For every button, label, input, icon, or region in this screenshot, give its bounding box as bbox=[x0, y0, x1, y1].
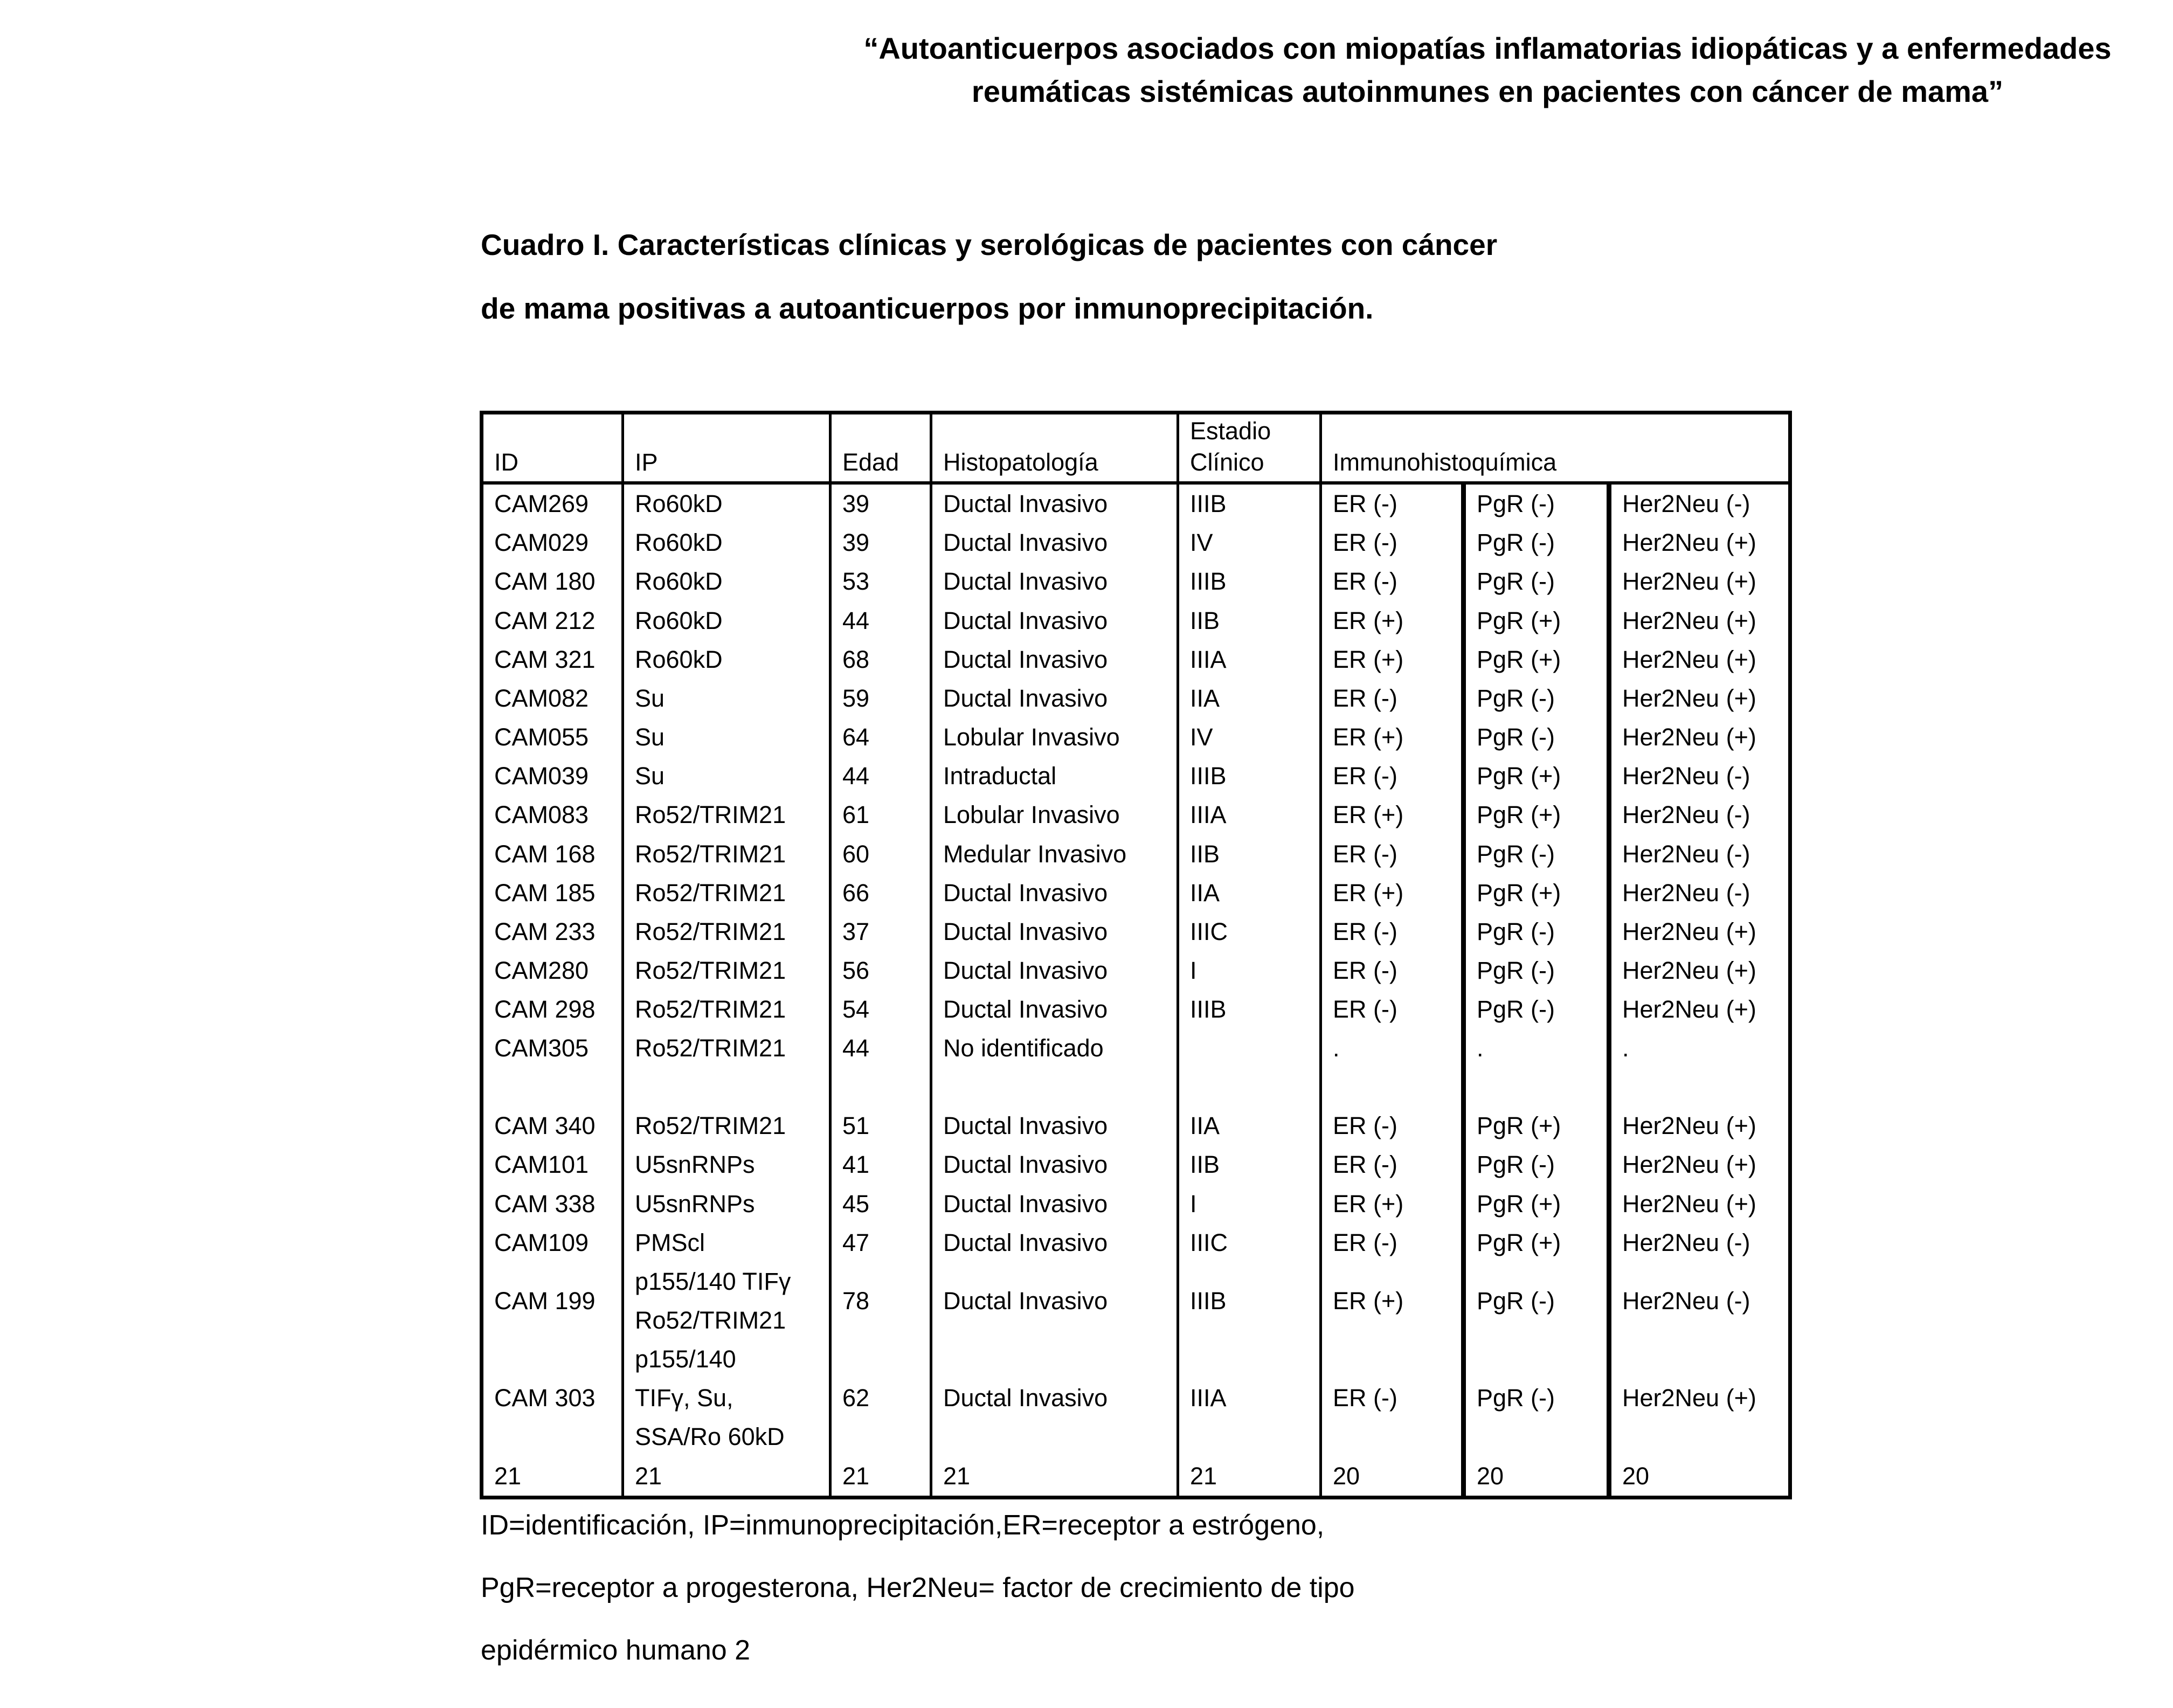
cell-edad: 39 bbox=[831, 483, 931, 523]
cell-ip-line: SSA/Ro 60kD bbox=[635, 1423, 785, 1451]
cell-her2neu: Her2Neu (+) bbox=[1609, 951, 1790, 990]
cell-id: CAM269 bbox=[494, 490, 589, 518]
cell-er: ER (-) bbox=[1321, 1145, 1464, 1184]
cell-er: ER (+) bbox=[1321, 601, 1464, 640]
cell-histopatologia: No identificado bbox=[931, 1029, 1178, 1107]
cell-ip: Su bbox=[623, 757, 831, 796]
cell-pgr: . bbox=[1464, 1029, 1609, 1107]
cell-ip: Ro60kD bbox=[623, 562, 831, 601]
cell-her2neu: Her2Neu (+) bbox=[1609, 718, 1790, 757]
cell-estadio: I bbox=[1178, 1185, 1321, 1223]
cell-her2neu: Her2Neu (+) bbox=[1609, 1185, 1790, 1223]
cell-estadio: IV bbox=[1178, 718, 1321, 757]
cell-ip: Ro60kD bbox=[623, 640, 831, 679]
table-header-row bbox=[482, 413, 1790, 483]
cell-estadio: IIIC bbox=[1178, 1223, 1321, 1262]
cell-pgr: PgR (+) bbox=[1464, 796, 1609, 834]
cell-er: ER (-) bbox=[1321, 562, 1464, 601]
cell-id: CAM039 bbox=[494, 762, 589, 790]
cell-estadio: IIIA bbox=[1178, 640, 1321, 679]
cell-edad: 39 bbox=[831, 523, 931, 562]
cell-ip: Ro52/TRIM21 bbox=[623, 874, 831, 912]
cell-pgr: PgR (-) bbox=[1464, 951, 1609, 990]
col-header-edad: Edad bbox=[831, 413, 931, 483]
cell-pgr: PgR (+) bbox=[1464, 1185, 1609, 1223]
cell-estadio: IIIB bbox=[1178, 483, 1321, 523]
table-row bbox=[482, 874, 1790, 912]
cell-id: CAM 321 bbox=[494, 645, 596, 673]
table-row bbox=[482, 1262, 1790, 1340]
cell-edad: 66 bbox=[831, 874, 931, 912]
cell-er: ER (-) bbox=[1321, 483, 1464, 523]
cell-histopatologia: Ductal Invasivo bbox=[931, 679, 1178, 718]
document-header bbox=[841, 27, 2134, 113]
cell-her2neu: Her2Neu (+) bbox=[1609, 912, 1790, 951]
cell-pgr: PgR (-) bbox=[1464, 523, 1609, 562]
cell-edad: 44 bbox=[831, 757, 931, 796]
cell-er: ER (-) bbox=[1321, 1107, 1464, 1145]
cell-er: ER (+) bbox=[1321, 718, 1464, 757]
cell-id: CAM 168 bbox=[494, 840, 596, 868]
col-header-estadio-line2: Clínico bbox=[1190, 448, 1264, 476]
cell-pgr: PgR (+) bbox=[1464, 874, 1609, 912]
cell-pgr: PgR (+) bbox=[1464, 640, 1609, 679]
cell-er: ER (-) bbox=[1321, 1340, 1464, 1456]
cell-her2neu: Her2Neu (-) bbox=[1609, 874, 1790, 912]
cell-her2neu: Her2Neu (+) bbox=[1609, 1107, 1790, 1145]
cell-ip: Su bbox=[623, 679, 831, 718]
cell-ip-line: p155/140 bbox=[635, 1345, 736, 1373]
cell-ip: Ro52/TRIM21 bbox=[623, 951, 831, 990]
cell-estadio: IV bbox=[1178, 523, 1321, 562]
cell-er: ER (-) bbox=[1321, 523, 1464, 562]
cell-her2neu: 20 bbox=[1609, 1457, 1790, 1498]
cell-histopatologia: Ductal Invasivo bbox=[931, 1262, 1178, 1340]
cell-her2neu: Her2Neu (-) bbox=[1609, 757, 1790, 796]
cell-pgr: PgR (-) bbox=[1464, 562, 1609, 601]
cell-her2neu: Her2Neu (-) bbox=[1609, 834, 1790, 873]
cell-her2neu: Her2Neu (+) bbox=[1609, 679, 1790, 718]
table-row bbox=[482, 679, 1790, 718]
cell-id: CAM280 bbox=[494, 956, 589, 984]
cell-pgr: PgR (-) bbox=[1464, 912, 1609, 951]
cell-ip: Ro60kD bbox=[623, 483, 831, 523]
cell-edad: 45 bbox=[831, 1185, 931, 1223]
cell-id: CAM083 bbox=[494, 801, 589, 829]
cell-ip-line: Ro52/TRIM21 bbox=[635, 1306, 786, 1334]
cell-edad: 59 bbox=[831, 679, 931, 718]
clinical-table bbox=[480, 411, 1792, 1499]
cell-histopatologia: Ductal Invasivo bbox=[931, 1185, 1178, 1223]
cell-edad: 64 bbox=[831, 718, 931, 757]
cell-pgr: PgR (-) bbox=[1464, 1262, 1609, 1340]
table-row bbox=[482, 1340, 1790, 1456]
cell-her2neu: . bbox=[1609, 1029, 1790, 1107]
cell-id: CAM 185 bbox=[494, 879, 596, 907]
cell-estadio: IIIA bbox=[1178, 1340, 1321, 1456]
cell-edad: 21 bbox=[831, 1457, 931, 1498]
cell-id: CAM305 bbox=[494, 1034, 589, 1062]
cell-er: ER (-) bbox=[1321, 990, 1464, 1029]
cell-id: CAM029 bbox=[494, 529, 589, 557]
cell-pgr: PgR (-) bbox=[1464, 1145, 1609, 1184]
table-row bbox=[482, 757, 1790, 796]
cell-estadio: IIA bbox=[1178, 1107, 1321, 1145]
cell-edad: 68 bbox=[831, 640, 931, 679]
cell-id: CAM 298 bbox=[494, 995, 596, 1024]
cell-estadio: IIA bbox=[1178, 679, 1321, 718]
col-header-histopatologia: Histopatología bbox=[931, 413, 1178, 483]
header-line-2: reumáticas sistémicas autoinmunes en pacientes con cáncer de mama” bbox=[971, 74, 2004, 108]
cell-edad: 61 bbox=[831, 796, 931, 834]
cell-histopatologia: 21 bbox=[931, 1457, 1178, 1498]
col-header-ip: IP bbox=[623, 413, 831, 483]
cell-estadio bbox=[1178, 1029, 1321, 1107]
cell-edad: 62 bbox=[831, 1340, 931, 1456]
cell-pgr: PgR (-) bbox=[1464, 679, 1609, 718]
cell-er: ER (+) bbox=[1321, 796, 1464, 834]
footnote-line-3: epidérmico humano 2 bbox=[481, 1635, 751, 1666]
table-row bbox=[482, 483, 1790, 523]
cell-estadio: IIIC bbox=[1178, 912, 1321, 951]
cell-histopatologia: Ductal Invasivo bbox=[931, 912, 1178, 951]
cell-histopatologia: Ductal Invasivo bbox=[931, 874, 1178, 912]
cell-id: CAM 340 bbox=[494, 1112, 596, 1140]
cell-id: CAM 212 bbox=[494, 606, 596, 634]
cell-pgr: PgR (-) bbox=[1464, 483, 1609, 523]
cell-pgr: PgR (-) bbox=[1464, 718, 1609, 757]
cell-er: ER (-) bbox=[1321, 757, 1464, 796]
cell-id: CAM 303 bbox=[494, 1384, 596, 1412]
table-row bbox=[482, 1185, 1790, 1223]
cell-histopatologia: Medular Invasivo bbox=[931, 834, 1178, 873]
col-header-estadio-line1: Estadio bbox=[1190, 417, 1271, 445]
cell-edad: 56 bbox=[831, 951, 931, 990]
cell-her2neu: Her2Neu (+) bbox=[1609, 562, 1790, 601]
footnote-line-2: PgR=receptor a progesterona, Her2Neu= factor de crecimiento de tipo bbox=[481, 1572, 1355, 1603]
table-row bbox=[482, 562, 1790, 601]
cell-pgr: PgR (-) bbox=[1464, 834, 1609, 873]
cell-estadio: IIIB bbox=[1178, 562, 1321, 601]
footnote-line-1: ID=identificación, IP=inmunoprecipitación,ER=receptor a estrógeno, bbox=[481, 1510, 1325, 1541]
cell-her2neu: Her2Neu (+) bbox=[1609, 990, 1790, 1029]
cell-estadio: 21 bbox=[1178, 1457, 1321, 1498]
cell-histopatologia: Lobular Invasivo bbox=[931, 796, 1178, 834]
cell-edad: 41 bbox=[831, 1145, 931, 1184]
cell-edad: 54 bbox=[831, 990, 931, 1029]
cell-ip: Ro52/TRIM21 bbox=[623, 1029, 831, 1107]
cell-ip: Ro52/TRIM21 bbox=[623, 796, 831, 834]
table-row bbox=[482, 1107, 1790, 1145]
cell-histopatologia: Ductal Invasivo bbox=[931, 990, 1178, 1029]
table-row bbox=[482, 718, 1790, 757]
cell-edad: 60 bbox=[831, 834, 931, 873]
cell-ip: Ro60kD bbox=[623, 523, 831, 562]
cell-ip bbox=[623, 1262, 831, 1340]
cell-histopatologia: Ductal Invasivo bbox=[931, 1223, 1178, 1262]
header-line-1: “Autoanticuerpos asociados con miopatías inflamatorias idiopáticas y a enfermedades bbox=[863, 31, 2112, 65]
cell-ip: U5snRNPs bbox=[623, 1185, 831, 1223]
table-row bbox=[482, 640, 1790, 679]
cell-edad: 53 bbox=[831, 562, 931, 601]
table-row bbox=[482, 601, 1790, 640]
cell-edad: 51 bbox=[831, 1107, 931, 1145]
cell-ip: Ro52/TRIM21 bbox=[623, 990, 831, 1029]
cell-ip bbox=[623, 1340, 831, 1456]
cell-er: ER (-) bbox=[1321, 912, 1464, 951]
cell-er: ER (-) bbox=[1321, 679, 1464, 718]
col-header-estadio bbox=[1178, 413, 1321, 483]
cell-id: CAM 180 bbox=[494, 568, 596, 596]
cell-her2neu: Her2Neu (-) bbox=[1609, 1262, 1790, 1340]
cell-er: 20 bbox=[1321, 1457, 1464, 1498]
table-row bbox=[482, 1029, 1790, 1107]
cell-histopatologia: Ductal Invasivo bbox=[931, 523, 1178, 562]
cell-pgr: PgR (+) bbox=[1464, 1223, 1609, 1262]
table-row bbox=[482, 523, 1790, 562]
cell-edad: 37 bbox=[831, 912, 931, 951]
cell-ip: Ro52/TRIM21 bbox=[623, 834, 831, 873]
cell-er: ER (+) bbox=[1321, 640, 1464, 679]
cell-pgr: 20 bbox=[1464, 1457, 1609, 1498]
cell-estadio: I bbox=[1178, 951, 1321, 990]
cell-er: ER (-) bbox=[1321, 834, 1464, 873]
cell-estadio: IIB bbox=[1178, 834, 1321, 873]
caption-line-1: Cuadro I. Características clínicas y serológicas de pacientes con cáncer bbox=[481, 228, 1498, 261]
cell-estadio: IIB bbox=[1178, 601, 1321, 640]
cell-ip-line: TIFγ, Su, bbox=[635, 1384, 733, 1412]
cell-estadio: IIIA bbox=[1178, 796, 1321, 834]
cell-id: CAM 233 bbox=[494, 917, 596, 945]
cell-her2neu: Her2Neu (-) bbox=[1609, 796, 1790, 834]
cell-ip: U5snRNPs bbox=[623, 1145, 831, 1184]
cell-histopatologia: Ductal Invasivo bbox=[931, 483, 1178, 523]
cell-histopatologia: Lobular Invasivo bbox=[931, 718, 1178, 757]
cell-pgr: PgR (+) bbox=[1464, 757, 1609, 796]
table-row bbox=[482, 1145, 1790, 1184]
cell-histopatologia: Ductal Invasivo bbox=[931, 562, 1178, 601]
cell-her2neu: Her2Neu (+) bbox=[1609, 640, 1790, 679]
cell-pgr: PgR (+) bbox=[1464, 1107, 1609, 1145]
cell-estadio: IIB bbox=[1178, 1145, 1321, 1184]
table-row bbox=[482, 912, 1790, 951]
table-caption bbox=[481, 213, 1882, 340]
cell-id: CAM109 bbox=[494, 1228, 589, 1256]
cell-ip-line: p155/140 TIFγ bbox=[635, 1267, 791, 1295]
cell-histopatologia: Ductal Invasivo bbox=[931, 951, 1178, 990]
table-row bbox=[482, 990, 1790, 1029]
cell-id: CAM 199 bbox=[494, 1287, 596, 1315]
caption-line-2: de mama positivas a autoanticuerpos por inmunoprecipitación. bbox=[481, 292, 1374, 325]
col-header-id: ID bbox=[482, 413, 623, 483]
cell-estadio: IIIB bbox=[1178, 757, 1321, 796]
cell-er: ER (-) bbox=[1321, 951, 1464, 990]
cell-id: CAM055 bbox=[494, 723, 589, 751]
cell-her2neu: Her2Neu (+) bbox=[1609, 601, 1790, 640]
cell-pgr: PgR (-) bbox=[1464, 1340, 1609, 1456]
cell-id: CAM082 bbox=[494, 684, 589, 712]
cell-her2neu: Her2Neu (+) bbox=[1609, 1145, 1790, 1184]
cell-er: ER (+) bbox=[1321, 1262, 1464, 1340]
cell-id: 21 bbox=[494, 1462, 522, 1490]
cell-histopatologia: Ductal Invasivo bbox=[931, 601, 1178, 640]
cell-histopatologia: Ductal Invasivo bbox=[931, 640, 1178, 679]
cell-ip: Ro60kD bbox=[623, 601, 831, 640]
cell-id: CAM 338 bbox=[494, 1190, 596, 1218]
cell-er: ER (+) bbox=[1321, 874, 1464, 912]
cell-pgr: PgR (+) bbox=[1464, 601, 1609, 640]
cell-estadio: IIA bbox=[1178, 874, 1321, 912]
cell-her2neu: Her2Neu (-) bbox=[1609, 483, 1790, 523]
cell-pgr: PgR (-) bbox=[1464, 990, 1609, 1029]
cell-histopatologia: Ductal Invasivo bbox=[931, 1340, 1178, 1456]
col-header-immuno: Immunohistoquímica bbox=[1321, 413, 1790, 483]
cell-ip: 21 bbox=[623, 1457, 831, 1498]
cell-ip: Ro52/TRIM21 bbox=[623, 1107, 831, 1145]
cell-edad: 78 bbox=[831, 1262, 931, 1340]
cell-id: CAM101 bbox=[494, 1151, 589, 1179]
cell-edad: 44 bbox=[831, 601, 931, 640]
cell-her2neu: Her2Neu (+) bbox=[1609, 523, 1790, 562]
cell-estadio: IIIB bbox=[1178, 990, 1321, 1029]
cell-estadio: IIIB bbox=[1178, 1262, 1321, 1340]
cell-histopatologia: Ductal Invasivo bbox=[931, 1145, 1178, 1184]
cell-histopatologia: Ductal Invasivo bbox=[931, 1107, 1178, 1145]
cell-ip: Ro52/TRIM21 bbox=[623, 912, 831, 951]
table-footnote bbox=[481, 1494, 1882, 1682]
cell-her2neu: Her2Neu (-) bbox=[1609, 1223, 1790, 1262]
cell-edad: 47 bbox=[831, 1223, 931, 1262]
cell-er: ER (-) bbox=[1321, 1223, 1464, 1262]
cell-er: ER (+) bbox=[1321, 1185, 1464, 1223]
totals-row bbox=[482, 1457, 1790, 1498]
table-row bbox=[482, 1223, 1790, 1262]
cell-ip: PMScl bbox=[623, 1223, 831, 1262]
cell-ip: Su bbox=[623, 718, 831, 757]
table-row bbox=[482, 796, 1790, 834]
cell-er: . bbox=[1321, 1029, 1464, 1107]
cell-histopatologia: Intraductal bbox=[931, 757, 1178, 796]
cell-edad: 44 bbox=[831, 1029, 931, 1107]
table-row bbox=[482, 951, 1790, 990]
cell-her2neu: Her2Neu (+) bbox=[1609, 1340, 1790, 1456]
table-row bbox=[482, 834, 1790, 873]
